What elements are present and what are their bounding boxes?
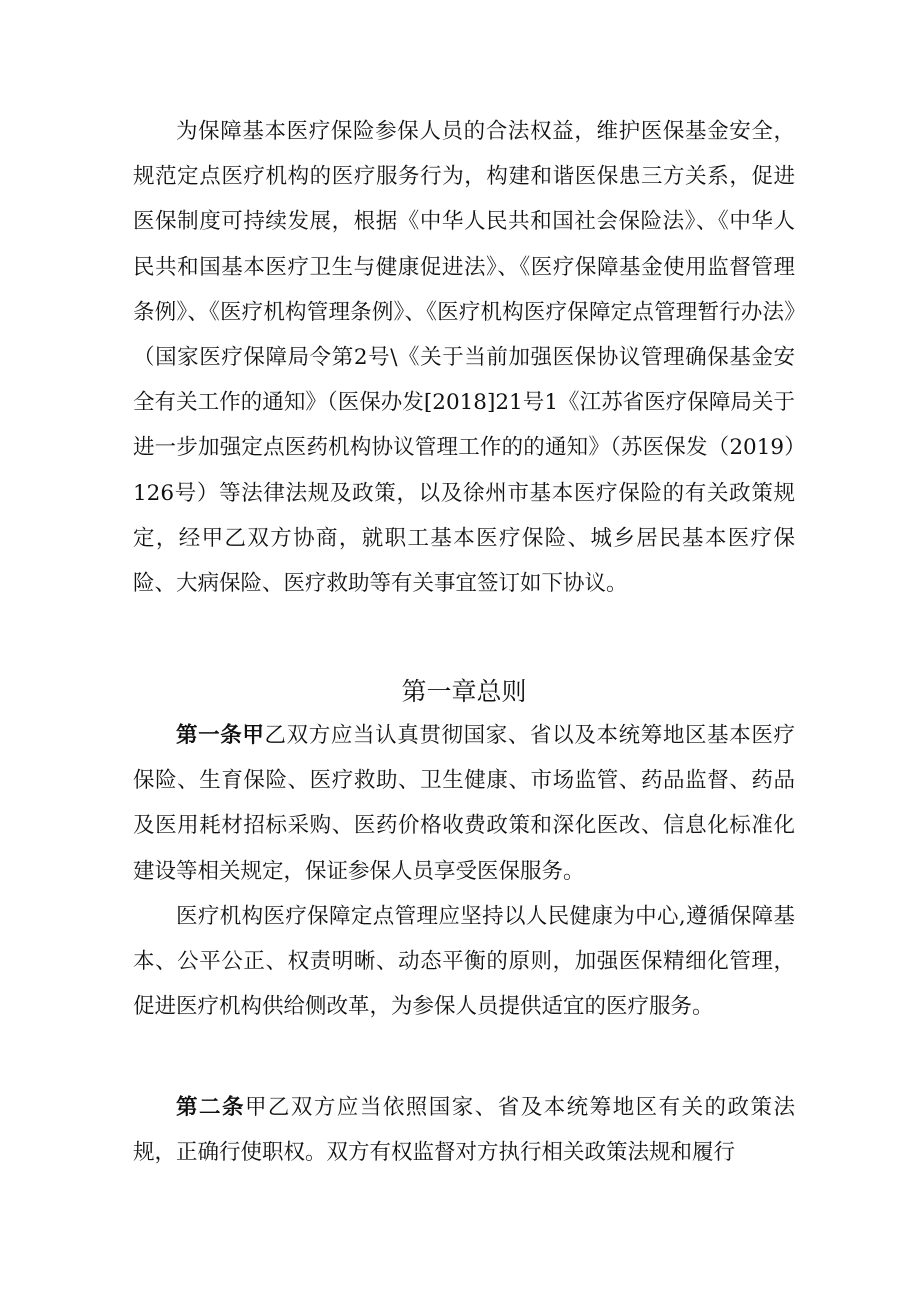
- article-1-text: 乙双方应当认真贯彻国家、省以及本统筹地区基本医疗保险、生育保险、医疗救助、卫生健康、市场监管、药品监督、药品及医用耗材招标采购、医药价格收费政策和深化医改、信息化标准化建设等相关规定，保证参保人员享受医保服务。: [133, 723, 795, 884]
- article-2-text: 甲乙双方应当依照国家、省及本统筹地区有关的政策法规，正确行使职权。双方有权监督对方执行相关政策法规和履行: [133, 1095, 795, 1166]
- chapter-title: 第一章总则: [401, 677, 527, 706]
- article-1-paragraph: [133, 713, 795, 894]
- article-2-paragraph: [133, 1085, 795, 1175]
- article-1-second-paragraph: 医疗机构医疗保障定点管理应坚持以人民健康为中心,遵循保障基本、公平公正、权责明晰、动态平衡的原则，加强医保精细化管理，促进医疗机构供给侧改革，为参保人员提供适宜的医疗服务。: [133, 904, 795, 1020]
- article-1-heading: 第一条甲: [176, 723, 265, 748]
- article-2-heading: 第二条: [176, 1095, 245, 1120]
- intro-paragraph: 为保障基本医疗保险参保人员的合法权益，维护医保基金安全，规范定点医疗机构的医疗服务行为，构建和谐医保患三方关系，促进医保制度可持续发展，根据《中华人民共和国社会保险法》、《中华人民共和国基本医疗卫生与健康促进法》、《医疗保障基金使用监督管理条例》、《医疗机构管理条例》、《医疗机构医疗保障定点管理暂行办法》（国家医疗保障局令第2号\《关于当前加强医保协议管理确保基金安全有关工作的通知》（医保办发[2018]21号1《江苏省医疗保障局关于进一步加强定点医药机构协议管理工作的的通知》（苏医保发（2019）126号）等法律法规及政策，以及徐州市基本医疗保险的有关政策规定，经甲乙双方协商，就职工基本医疗保险、城乡居民基本医疗保险、大病保险、医疗救助等有关事宜签订如下协议。: [133, 119, 795, 597]
